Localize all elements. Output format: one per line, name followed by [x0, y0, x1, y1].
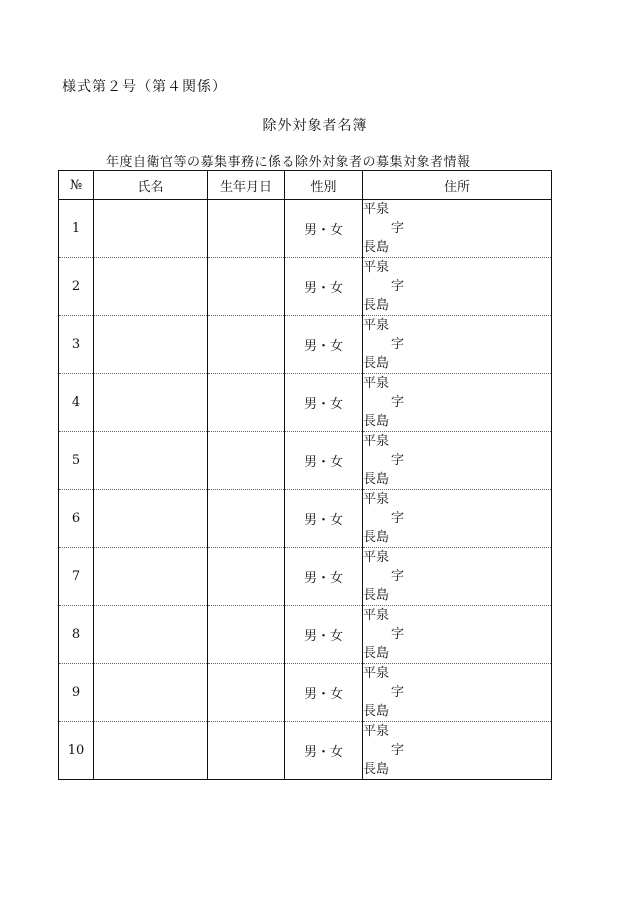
- table-row: [59, 490, 552, 548]
- gender-cell[interactable]: 男・女: [285, 432, 363, 490]
- address-town: 平泉: [363, 434, 390, 449]
- address-aza: 字: [391, 685, 405, 700]
- row-number: 10: [59, 722, 94, 780]
- header-name: 氏名: [94, 171, 208, 200]
- address-cell[interactable]: [363, 258, 552, 316]
- table-row: [59, 200, 552, 258]
- header-no: №: [59, 171, 94, 200]
- name-cell[interactable]: [94, 722, 208, 780]
- address-aza: 字: [391, 569, 405, 584]
- gender-cell[interactable]: 男・女: [285, 374, 363, 432]
- address-district: 長島: [363, 240, 390, 255]
- address-aza: 字: [391, 743, 405, 758]
- table-row: [59, 548, 552, 606]
- form-number: 様式第２号（第４関係）: [62, 79, 227, 95]
- address-town: 平泉: [363, 550, 390, 565]
- birthdate-cell[interactable]: [208, 548, 285, 606]
- name-cell[interactable]: [94, 432, 208, 490]
- address-aza: 字: [391, 395, 405, 410]
- birthdate-cell[interactable]: [208, 664, 285, 722]
- address-district: 長島: [363, 588, 390, 603]
- address-cell[interactable]: [363, 432, 552, 490]
- birthdate-cell[interactable]: [208, 200, 285, 258]
- gender-cell[interactable]: 男・女: [285, 258, 363, 316]
- row-number: 7: [59, 548, 94, 606]
- name-cell[interactable]: [94, 258, 208, 316]
- table-row: [59, 316, 552, 374]
- address-cell[interactable]: [363, 200, 552, 258]
- address-district: 長島: [363, 356, 390, 371]
- row-number: 3: [59, 316, 94, 374]
- gender-cell[interactable]: 男・女: [285, 606, 363, 664]
- gender-cell[interactable]: 男・女: [285, 664, 363, 722]
- address-district: 長島: [363, 298, 390, 313]
- birthdate-cell[interactable]: [208, 374, 285, 432]
- address-district: 長島: [363, 762, 390, 777]
- address-district: 長島: [363, 530, 390, 545]
- table-body: [59, 200, 552, 780]
- name-cell[interactable]: [94, 548, 208, 606]
- gender-cell[interactable]: 男・女: [285, 490, 363, 548]
- address-aza: 字: [391, 627, 405, 642]
- header-gender: 性別: [285, 171, 363, 200]
- name-cell[interactable]: [94, 374, 208, 432]
- table-row: [59, 664, 552, 722]
- birthdate-cell[interactable]: [208, 722, 285, 780]
- address-town: 平泉: [363, 492, 390, 507]
- address-cell[interactable]: [363, 490, 552, 548]
- address-cell[interactable]: [363, 606, 552, 664]
- row-number: 4: [59, 374, 94, 432]
- address-cell[interactable]: [363, 316, 552, 374]
- address-aza: 字: [391, 279, 405, 294]
- table-row: [59, 258, 552, 316]
- address-town: 平泉: [363, 318, 390, 333]
- table-row: [59, 374, 552, 432]
- address-town: 平泉: [363, 376, 390, 391]
- row-number: 1: [59, 200, 94, 258]
- table-row: [59, 432, 552, 490]
- birthdate-cell[interactable]: [208, 258, 285, 316]
- birthdate-cell[interactable]: [208, 316, 285, 374]
- address-aza: 字: [391, 337, 405, 352]
- address-cell[interactable]: [363, 548, 552, 606]
- table-subtitle: 年度自衛官等の募集事務に係る除外対象者の募集対象者情報: [106, 155, 471, 170]
- header-address: 住所: [363, 171, 552, 200]
- birthdate-cell[interactable]: [208, 490, 285, 548]
- address-aza: 字: [391, 453, 405, 468]
- row-number: 6: [59, 490, 94, 548]
- row-number: 5: [59, 432, 94, 490]
- gender-cell[interactable]: 男・女: [285, 722, 363, 780]
- birthdate-cell[interactable]: [208, 432, 285, 490]
- birthdate-cell[interactable]: [208, 606, 285, 664]
- address-town: 平泉: [363, 724, 390, 739]
- name-cell[interactable]: [94, 490, 208, 548]
- address-district: 長島: [363, 472, 390, 487]
- exclusion-register-table: [58, 170, 552, 780]
- name-cell[interactable]: [94, 316, 208, 374]
- address-cell[interactable]: [363, 664, 552, 722]
- header-birthdate: 生年月日: [208, 171, 285, 200]
- address-town: 平泉: [363, 202, 390, 217]
- name-cell[interactable]: [94, 664, 208, 722]
- address-aza: 字: [391, 511, 405, 526]
- name-cell[interactable]: [94, 200, 208, 258]
- row-number: 9: [59, 664, 94, 722]
- address-district: 長島: [363, 704, 390, 719]
- row-number: 8: [59, 606, 94, 664]
- gender-cell[interactable]: 男・女: [285, 200, 363, 258]
- address-town: 平泉: [363, 666, 390, 681]
- address-aza: 字: [391, 221, 405, 236]
- gender-cell[interactable]: 男・女: [285, 548, 363, 606]
- table-header-row: [59, 171, 552, 200]
- table-row: [59, 606, 552, 664]
- address-town: 平泉: [363, 608, 390, 623]
- address-cell[interactable]: [363, 374, 552, 432]
- document-title: 除外対象者名簿: [262, 118, 368, 134]
- address-cell[interactable]: [363, 722, 552, 780]
- address-town: 平泉: [363, 260, 390, 275]
- row-number: 2: [59, 258, 94, 316]
- address-district: 長島: [363, 646, 390, 661]
- gender-cell[interactable]: 男・女: [285, 316, 363, 374]
- table-row: [59, 722, 552, 780]
- name-cell[interactable]: [94, 606, 208, 664]
- address-district: 長島: [363, 414, 390, 429]
